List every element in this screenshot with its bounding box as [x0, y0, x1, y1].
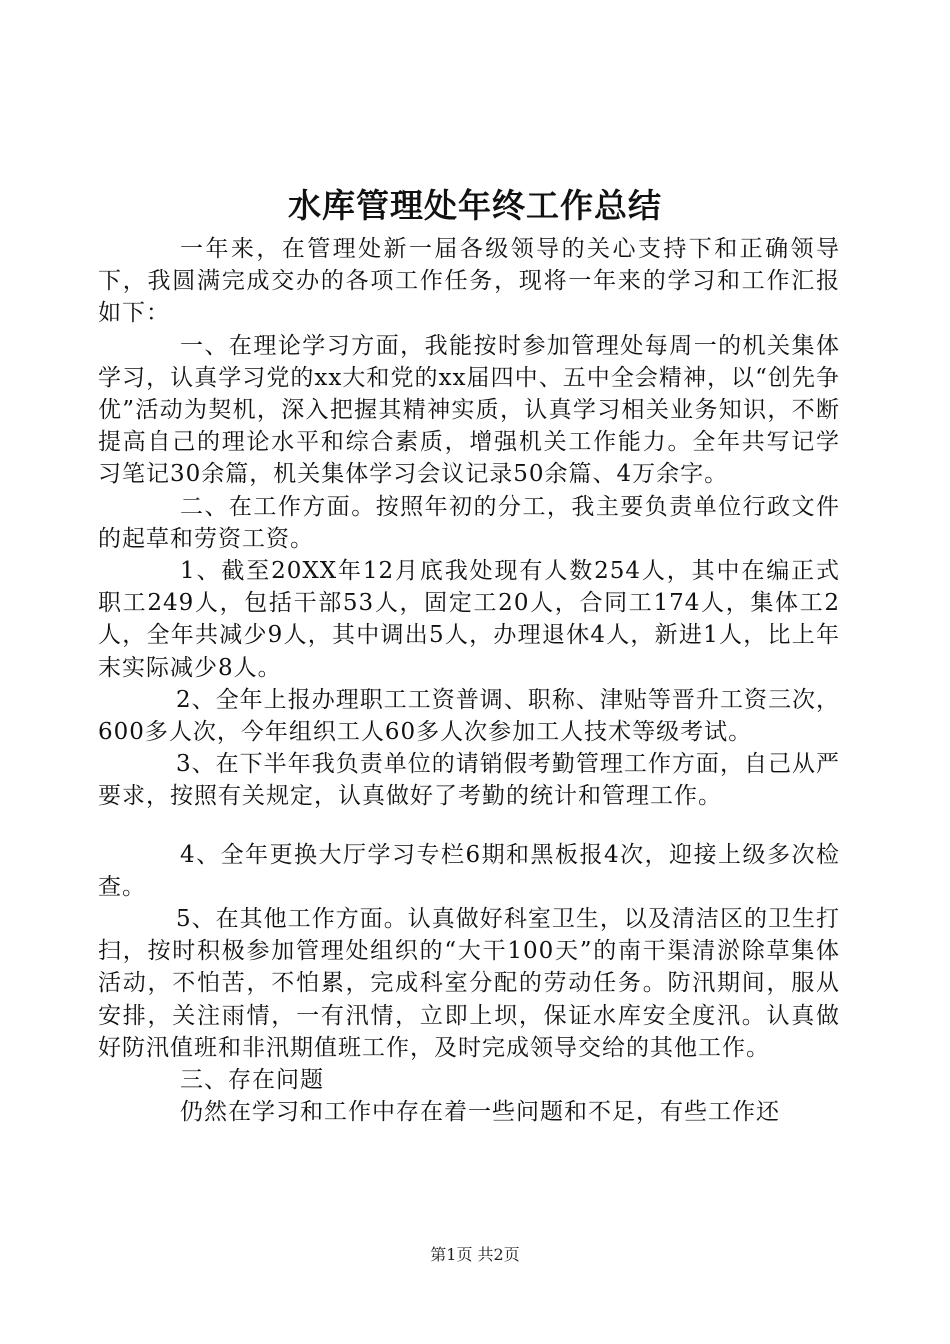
paragraph-item-3-attendance: 3、在下半年我负责单位的请销假考勤管理工作方面，自己从严要求，按照有关规定，认真做好了考勤的统计和管理工作。	[98, 751, 840, 810]
paragraph-item-5-other-work: 5、在其他工作方面。认真做好科室卫生，以及清洁区的卫生打扫，按时积极参加管理处组织的“大干100天”的南干渠清淤除草集体活动，不怕苦，不怕累，完成科室分配的劳动任务。防汛期间，服从安排，关注雨情，一有汛情，立即上坝，保证水库安全度汛。认真做好防汛值班和非汛期值班工作，及时完成领导交给的其他工作。	[98, 906, 840, 1061]
paragraph-intro: 一年来，在管理处新一届各级领导的关心支持下和正确领导下，我圆满完成交办的各项工作任务，现将一年来的学习和工作汇报如下：	[98, 236, 840, 327]
paragraph-theory-study: 一、在理论学习方面，我能按时参加管理处每周一的机关集体学习，认真学习党的xx大和党的xx届四中、五中全会精神，以“创先争优”活动为契机，深入把握其精神实质，认真学习相关业务知识，不断提高自己的理论水平和综合素质，增强机关工作能力。全年共写记学习笔记30余篇，机关集体学习会议记录50余篇、4万余字。	[98, 332, 840, 488]
document-title: 水库管理处年终工作总结	[288, 186, 662, 225]
paragraph-item-2-wages: 2、全年上报办理职工工资普调、职称、津贴等晋升工资三次，600多人次，今年组织工人60多人次参加工人技术等级考试。	[98, 686, 840, 746]
paragraph-item-1-staffing: 1、截至20XX年12月底我处现有人数254人，其中在编正式职工249人，包括干部53人，固定工20人，合同工174人，集体工2人，全年共减少9人，其中调出5人，办理退休4人，新进1人，比上年末实际减少8人。	[98, 558, 840, 681]
document-body	[98, 233, 840, 1128]
page-indicator: 第1页 共2页	[430, 1245, 520, 1264]
paragraph-work-section: 二、在工作方面。按照年初的分工，我主要负责单位行政文件的起草和劳资工资。	[98, 493, 840, 552]
paragraph-problems-heading: 三、存在问题	[180, 1067, 324, 1094]
paragraph-item-4-bulletin: 4、全年更换大厅学习专栏6期和黑板报4次，迎接上级多次检查。	[98, 841, 840, 900]
paragraph-problems-text: 仍然在学习和工作中存在着一些问题和不足，有些工作还	[180, 1099, 780, 1126]
